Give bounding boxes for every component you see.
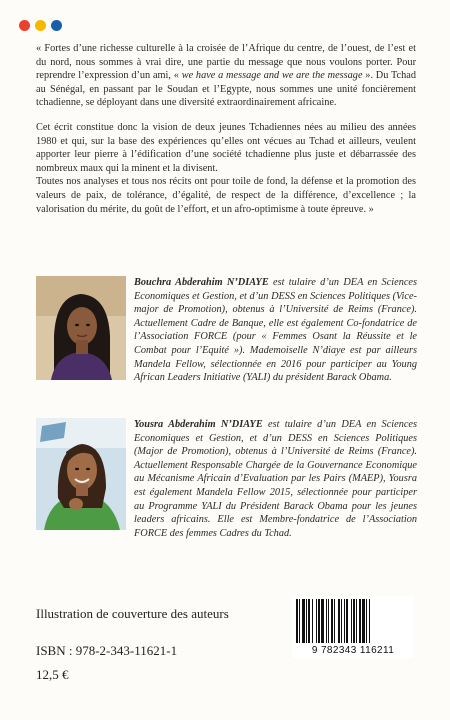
barcode-bars-icon	[292, 596, 414, 646]
color-dots	[19, 20, 62, 31]
author-photo-2	[36, 418, 126, 530]
author-bio-text-1: est tulaire d’un DEA en Sciences Economiques et Gestion, et d’un DESS en Sciences Politiques (Vice-major de Promotion), obtenus à l’Université de Reims (France). Actuellement Cadre de Banque, elle est également Co-fondatrice de l’Association FORCE (pour « Femmes Osant la Réussite et le Combat pour l’Equité »). Mademoiselle N’diaye est par ailleurs Mandela Fellow, sélectionnée en 2016 pour participer au Young African Leaders Initiative (YALI) du président Barack Obama.	[134, 277, 417, 384]
barcode-number: 9 782343 116211	[311, 645, 395, 656]
author-bio-2	[134, 418, 417, 540]
blue-dot-icon	[51, 20, 62, 31]
intro-paragraph-3: Toutes nos analyses et tous nos récits ont pour toile de fond, la défense et la promotion des valeurs de paix, de tolérance, d’égalité, de respect de la différence, d’excellence ; la valorisation du mérite, du goût de l’effort, et un afro-optimisme à toute épreuve. »	[36, 176, 416, 215]
barcode	[292, 596, 414, 658]
author-name-1: Bouchra Abderahim N’DIAYE	[134, 277, 269, 288]
intro-paragraph-1: « Fortes d’une richesse culturelle à la croisée de l’Afrique du centre, de l’ouest, de l’est et du nord, nous sommes à vrai dire, une partie du message que nous voulons porter. Pour reprendre l’expression d’un ami, « we have a message and we are the message ». Du Tchad au Sénégal, en passant par le Soudan et l’Egypte, nous sommes une unité foncièrement tchadienne, se déployant dans une diversité extraordinairement africaine.	[36, 43, 416, 109]
isbn: ISBN : 978-2-343-11621-1	[36, 643, 178, 658]
yellow-dot-icon	[35, 20, 46, 31]
price: 12,5 €	[36, 667, 69, 682]
intro-text	[36, 42, 416, 227]
red-dot-icon	[19, 20, 30, 31]
author-bio-1	[134, 276, 417, 385]
author-photo-1	[36, 276, 126, 380]
illustration-credit: Illustration de couverture des auteurs	[36, 606, 229, 621]
author-name-2: Yousra Abderahim N’DIAYE	[134, 419, 263, 430]
author-bio-text-2: est tulaire d’un DEA en Sciences Economiques et Gestion, et d’un DESS en Sciences Politiques (Major de Promotion), obtenus à l’Université de Reims (France). Actuellement Responsable Chargée de la Gouvernance Economique au Mécanisme Africain d’Evaluation par les Pairs (MAEP), Yousra est également Mandela Fellow 2015, sélectionnée pour participer au Programme YALI du Président Barack Obama pour les jeunes leaders africains. Elle est Membre-fondatrice de l’Association FORCE des femmes Cadres du Tchad.	[134, 419, 417, 539]
intro-paragraph-2: Cet écrit constitue donc la vision de deux jeunes Tchadiennes nées au milieu des années 1980 et qui, sur la base des expériences qu’elles ont vécues au Tchad et ailleurs, veulent apporter leur pierre à l’édification d’une société tchadienne plus juste et débarrassée des nombreux maux qui la minent et la divisent.	[36, 121, 416, 174]
